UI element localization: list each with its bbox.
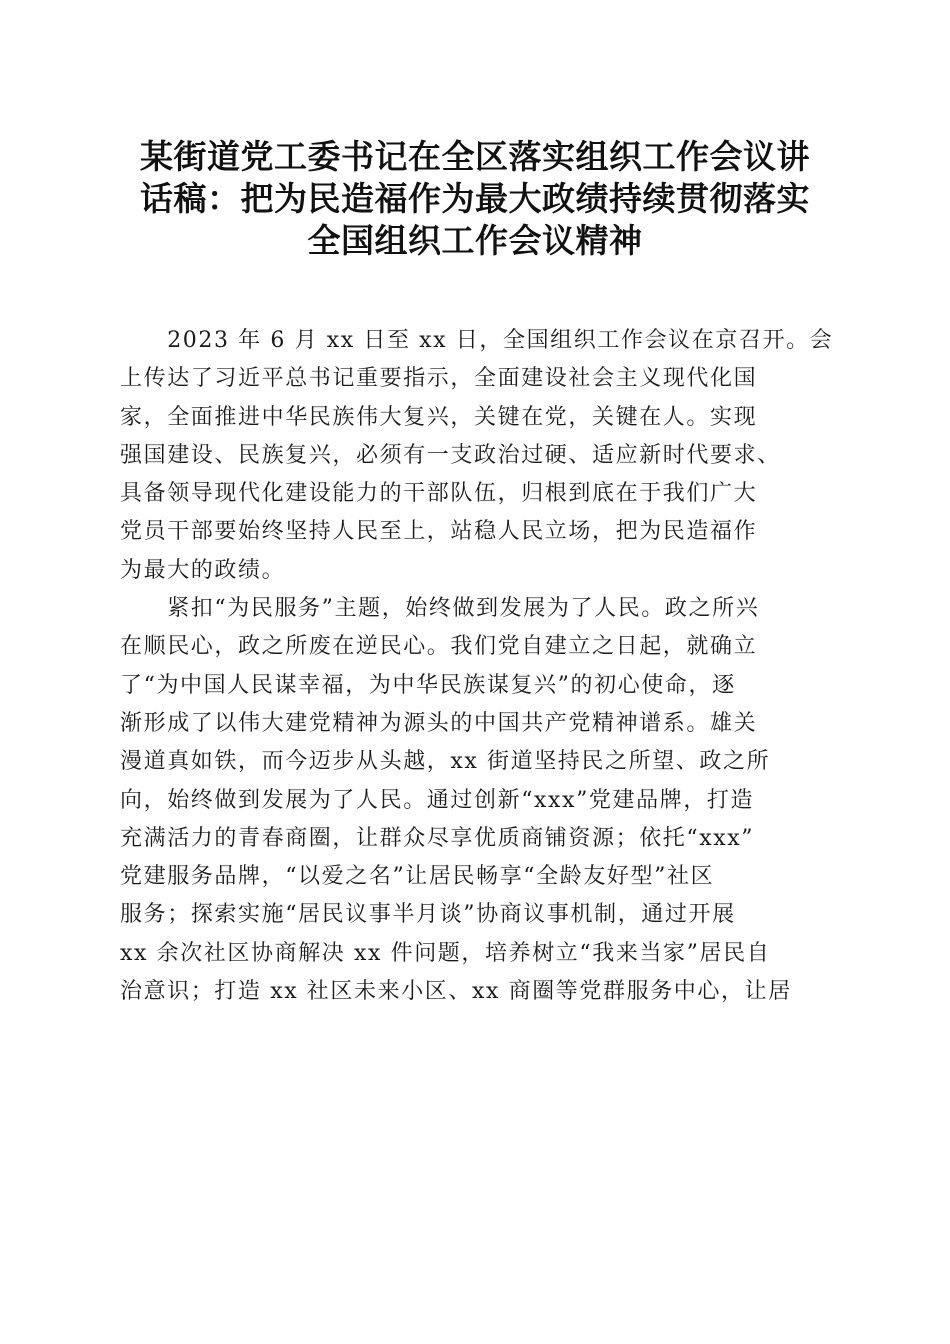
title-line-1: 某街道党工委书记在全区落实组织工作会议讲 [140,137,810,176]
paragraph-line: 强国建设、民族复兴，必须有一支政治过硬、适应新时代要求、 [120,442,781,468]
paragraph-line: 具备领导现代化建设能力的干部队伍，归根到底在于我们广大 [120,481,758,507]
paragraph-line: 了“为中国人民谋幸福，为中华民族谋复兴”的初心使命，逐 [120,672,736,698]
paragraph-line: 紧扣“为民服务”主题，始终做到发展为了人民。政之所兴 [120,596,760,622]
paragraph-line: 漫道真如铁，而今迈步从头越，xx 街道坚持民之所望、政之所 [120,749,771,775]
document-body [120,322,834,1011]
paragraph-line: 治意识；打造 xx 社区未来小区、xx 商圈等党群服务中心，让居 [120,979,792,1005]
paragraph-line: 渐形成了以伟大建党精神为源头的中国共产党精神谱系。雄关 [120,710,758,736]
paragraph-line: 向，始终做到发展为了人民。通过创新“xxx”党建品牌，打造 [120,787,755,813]
document-title [110,136,840,262]
paragraph-line: 党建服务品牌，“以爱之名”让居民畅享“全龄友好型”社区 [120,864,715,890]
paragraph-line: 服务；探索实施“居民议事半月谈”协商议事机制，通过开展 [120,902,736,928]
title-line-3: 全国组织工作会议精神 [307,221,643,260]
paragraph-line: xx 余次社区协商解决 xx 件问题，培养树立“我来当家”居民自 [120,940,771,966]
paragraph-line: 为最大的政绩。 [120,557,286,583]
title-line-2: 话稿：把为民造福作为最大政绩持续贯彻落实 [140,179,810,218]
paragraph-line: 2023 年 6 月 xx 日至 xx 日，全国组织工作会议在京召开。会 [120,328,834,353]
paragraph-line: 家，全面推进中华民族伟大复兴，关键在党，关键在人。实现 [120,404,758,430]
paragraph-line: 上传达了习近平总书记重要指示，全面建设社会主义现代化国 [120,366,758,392]
paragraph-2 [120,590,834,1011]
paragraph-line: 充满活力的青春商圈，让群众尽享优质商铺资源；依托“xxx” [120,825,755,851]
paragraph-line: 党员干部要始终坚持人民至上，站稳人民立场，把为民造福作 [120,519,758,545]
paragraph-line: 在顺民心，政之所废在逆民心。我们党自建立之日起，就确立 [120,634,758,660]
paragraph-1 [120,322,834,590]
